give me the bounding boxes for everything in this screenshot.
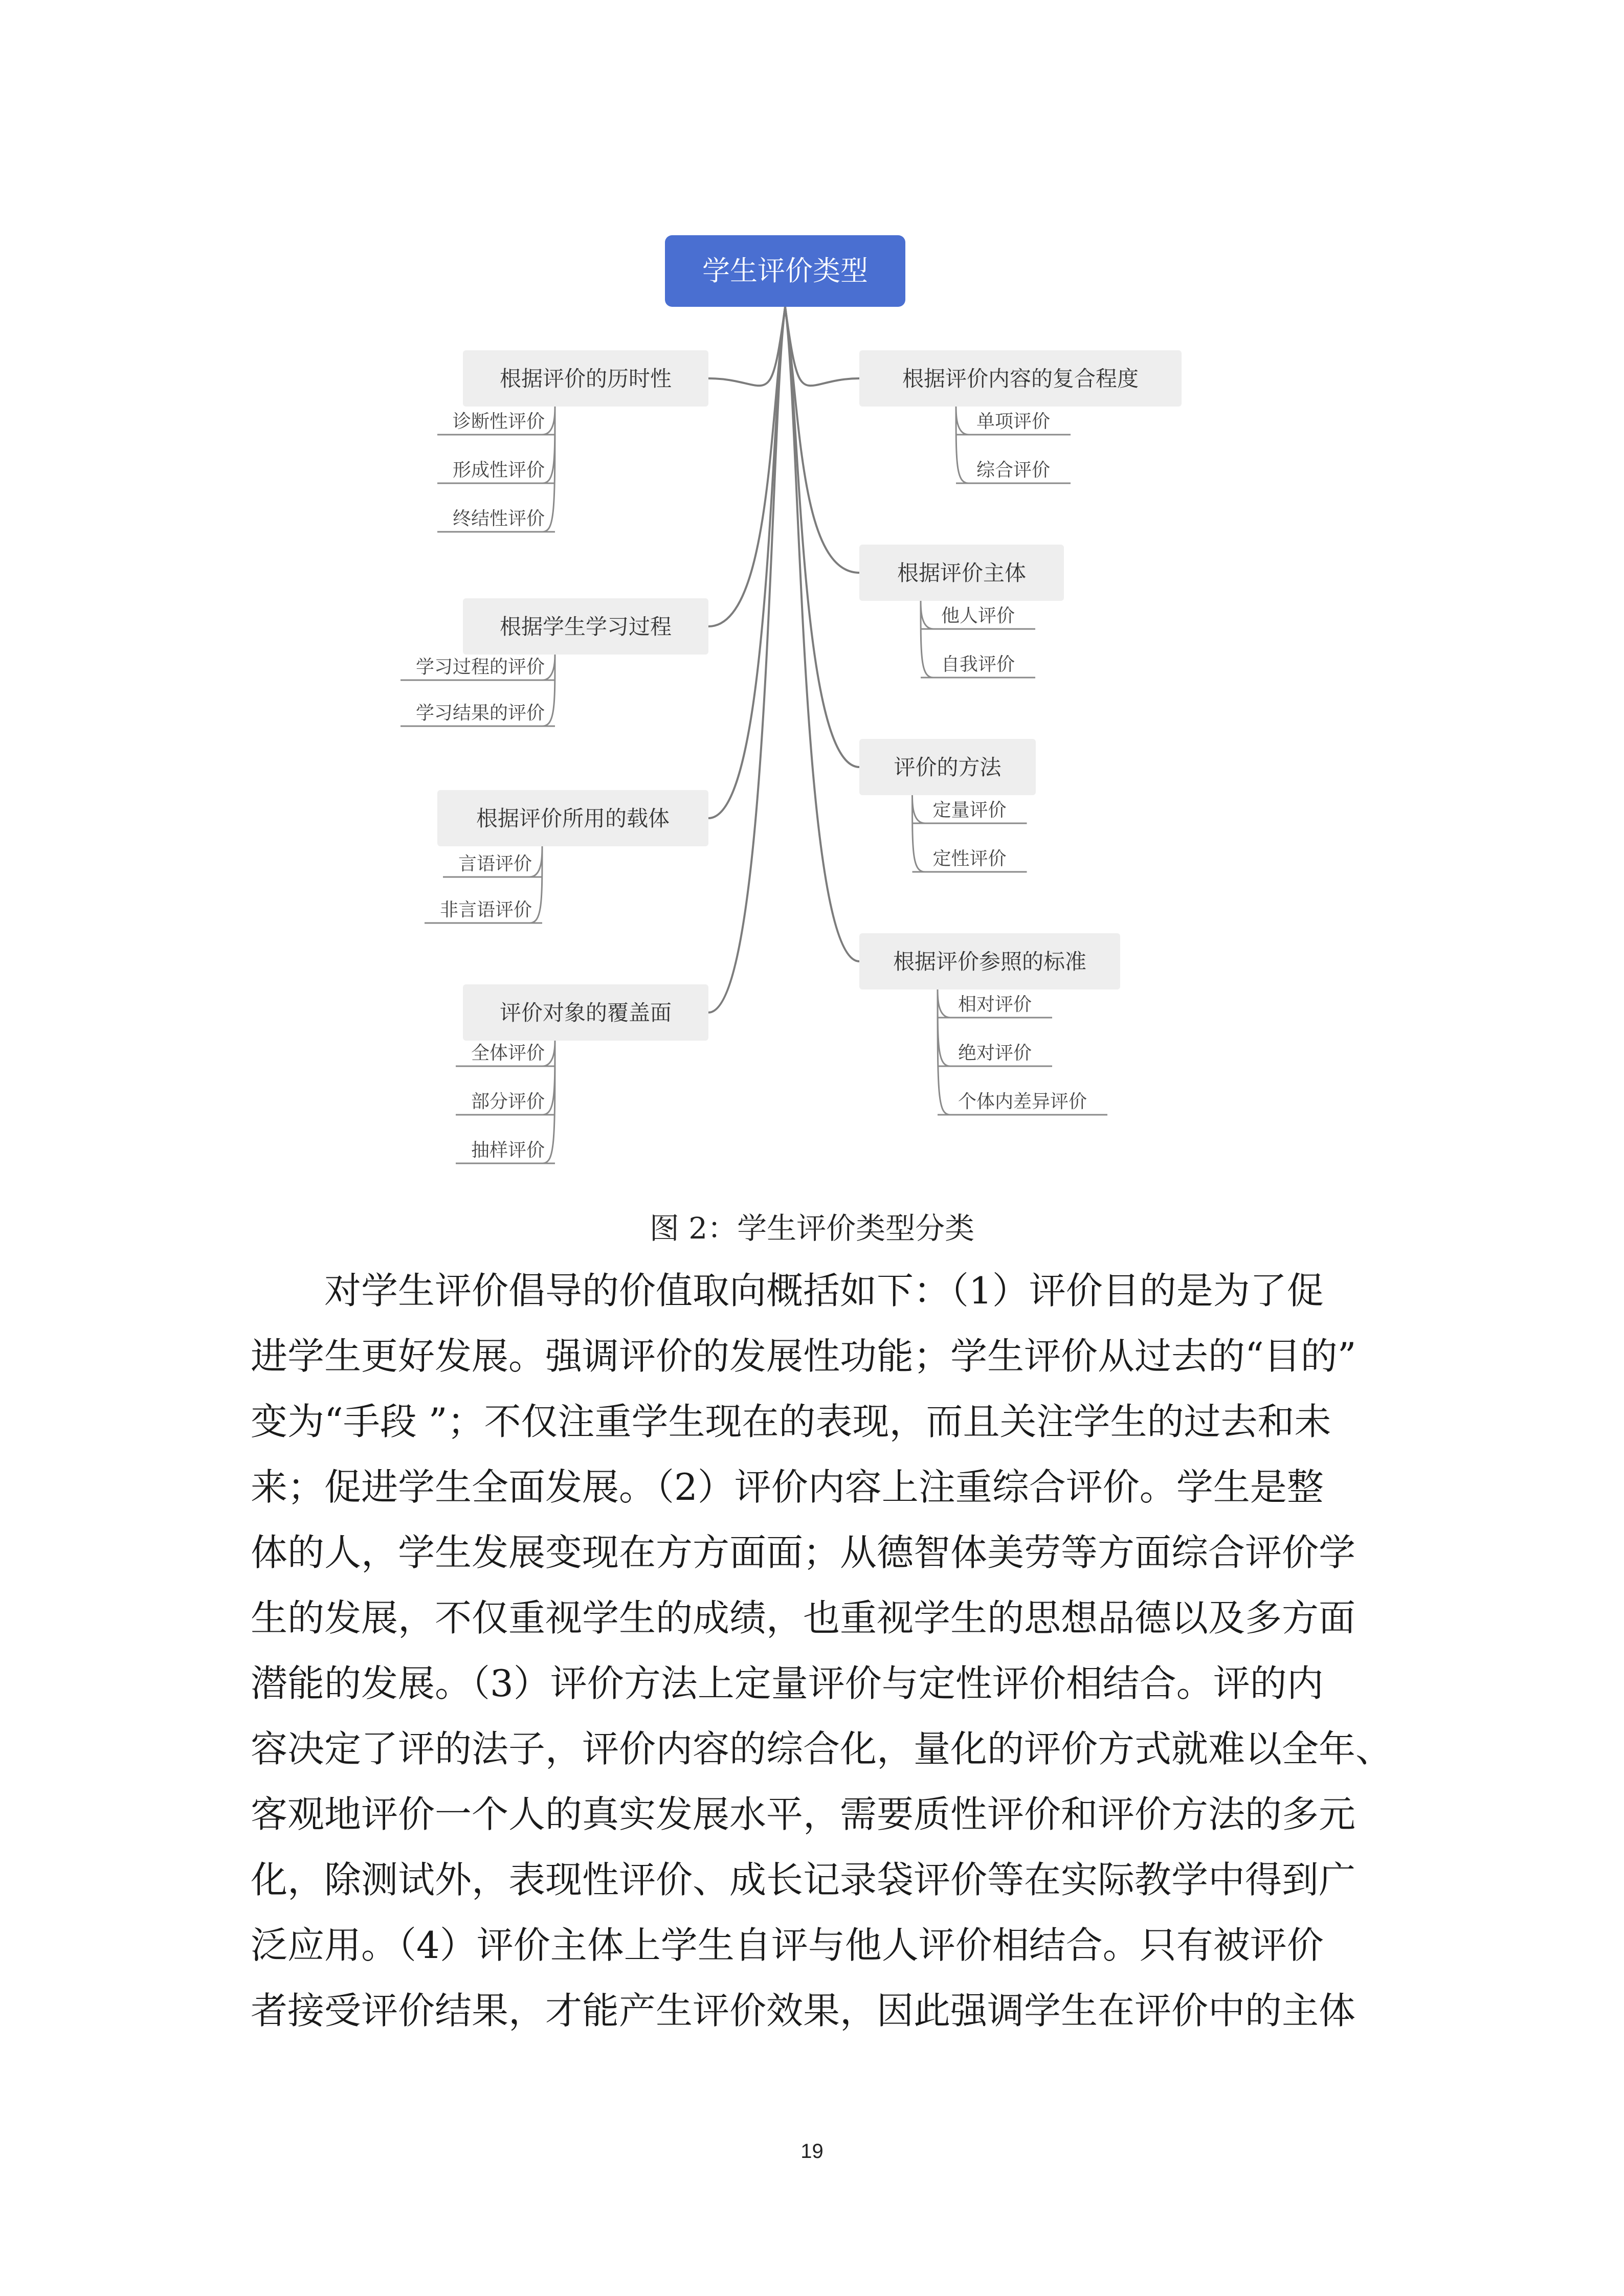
leaf-label: 部分评价 bbox=[471, 1091, 545, 1112]
leaf-label: 非言语评价 bbox=[439, 899, 532, 920]
leaf-connector bbox=[956, 407, 969, 483]
branch-left-3 bbox=[463, 984, 708, 1161]
page-number: 19 bbox=[800, 2140, 824, 2163]
leaf-label: 言语评价 bbox=[458, 853, 532, 874]
branch-connector bbox=[708, 307, 785, 386]
branch-right-2 bbox=[859, 739, 1036, 869]
leaf-label: 个体内差异评价 bbox=[958, 1091, 1087, 1112]
branch-right-0 bbox=[859, 350, 1182, 481]
body-line: 变为“手段 ”；不仅注重学生现在的表现，而且关注学生的过去和未 bbox=[251, 1400, 1331, 1443]
leaf-connector bbox=[938, 989, 950, 1018]
category-label: 根据评价参照的标准 bbox=[893, 949, 1087, 974]
body-line: 客观地评价一个人的真实发展水平，需要质性评价和评价方法的多元 bbox=[251, 1793, 1356, 1836]
leaf-label: 学习结果的评价 bbox=[415, 703, 545, 724]
leaf-label: 绝对评价 bbox=[958, 1043, 1032, 1064]
leaf-label: 单项评价 bbox=[976, 411, 1051, 432]
leaf-connector bbox=[913, 795, 925, 823]
category-label: 评价对象的覆盖面 bbox=[499, 1000, 672, 1025]
leaf-label: 形成性评价 bbox=[452, 460, 545, 481]
body-line: 进学生更好发展。强调评价的发展性功能；学生评价从过去的“目的” bbox=[251, 1335, 1356, 1378]
branch-right-1 bbox=[859, 545, 1064, 675]
body-line: 来；促进学生全面发展。（2）评价内容上注重综合评价。学生是整 bbox=[251, 1466, 1324, 1509]
branch-left-1 bbox=[416, 598, 708, 724]
body-line: 化，除测试外，表现性评价、成长记录袋评价等在实际教学中得到广 bbox=[251, 1858, 1356, 1901]
leaf-connector bbox=[921, 601, 933, 629]
leaf-label: 诊断性评价 bbox=[452, 411, 545, 432]
category-label: 根据评价的历时性 bbox=[499, 366, 672, 391]
leaf-label: 学习过程的评价 bbox=[415, 657, 545, 678]
category-label: 根据评价主体 bbox=[897, 560, 1027, 586]
leaf-connector bbox=[921, 601, 933, 678]
figure-caption: 图 2：学生评价类型分类 bbox=[649, 1211, 975, 1246]
leaf-label: 终结性评价 bbox=[452, 508, 545, 529]
body-line: 潜能的发展。（3）评价方法上定量评价与定性评价相结合。评的内 bbox=[251, 1662, 1324, 1705]
leaf-connector bbox=[938, 989, 950, 1066]
leaf-connector bbox=[913, 795, 925, 872]
leaf-label: 抽样评价 bbox=[471, 1140, 545, 1161]
branch-connector bbox=[785, 307, 859, 386]
branch-connector bbox=[785, 307, 859, 767]
branch-left-2 bbox=[437, 790, 708, 920]
category-label: 根据评价内容的复合程度 bbox=[902, 366, 1139, 391]
body-line: 容决定了评的法子，评价内容的综合化，量化的评价方式就难以全年、 bbox=[251, 1727, 1393, 1770]
body-line: 生的发展，不仅重视学生的成绩，也重视学生的思想品德以及多方面 bbox=[251, 1596, 1356, 1639]
leaf-label: 定量评价 bbox=[932, 800, 1007, 821]
category-label: 根据学生学习过程 bbox=[499, 614, 672, 639]
leaf-label: 相对评价 bbox=[958, 994, 1032, 1015]
leaf-label: 他人评价 bbox=[941, 605, 1015, 626]
body-paragraph bbox=[251, 1258, 1391, 2043]
leaf-label: 自我评价 bbox=[941, 654, 1015, 675]
leaf-connector bbox=[956, 407, 969, 435]
branch-right-3 bbox=[859, 933, 1120, 1112]
category-label: 评价的方法 bbox=[894, 755, 1002, 780]
leaf-label: 综合评价 bbox=[976, 460, 1051, 481]
branch-left-0 bbox=[453, 350, 708, 529]
body-line: 者接受评价结果，才能产生评价效果，因此强调学生在评价中的主体 bbox=[251, 1989, 1356, 2032]
body-line: 体的人，学生发展变现在方方面面；从德智体美劳等方面综合评价学 bbox=[251, 1531, 1356, 1574]
root-node-label: 学生评价类型 bbox=[702, 255, 868, 287]
body-line: 泛应用。（4）评价主体上学生自评与他人评价相结合。只有被评价 bbox=[251, 1924, 1324, 1967]
leaf-label: 定性评价 bbox=[932, 848, 1007, 869]
category-label: 根据评价所用的载体 bbox=[476, 806, 670, 831]
leaf-label: 全体评价 bbox=[471, 1043, 545, 1064]
body-line: 对学生评价倡导的价值取向概括如下：（1）评价目的是为了促 bbox=[324, 1269, 1324, 1312]
